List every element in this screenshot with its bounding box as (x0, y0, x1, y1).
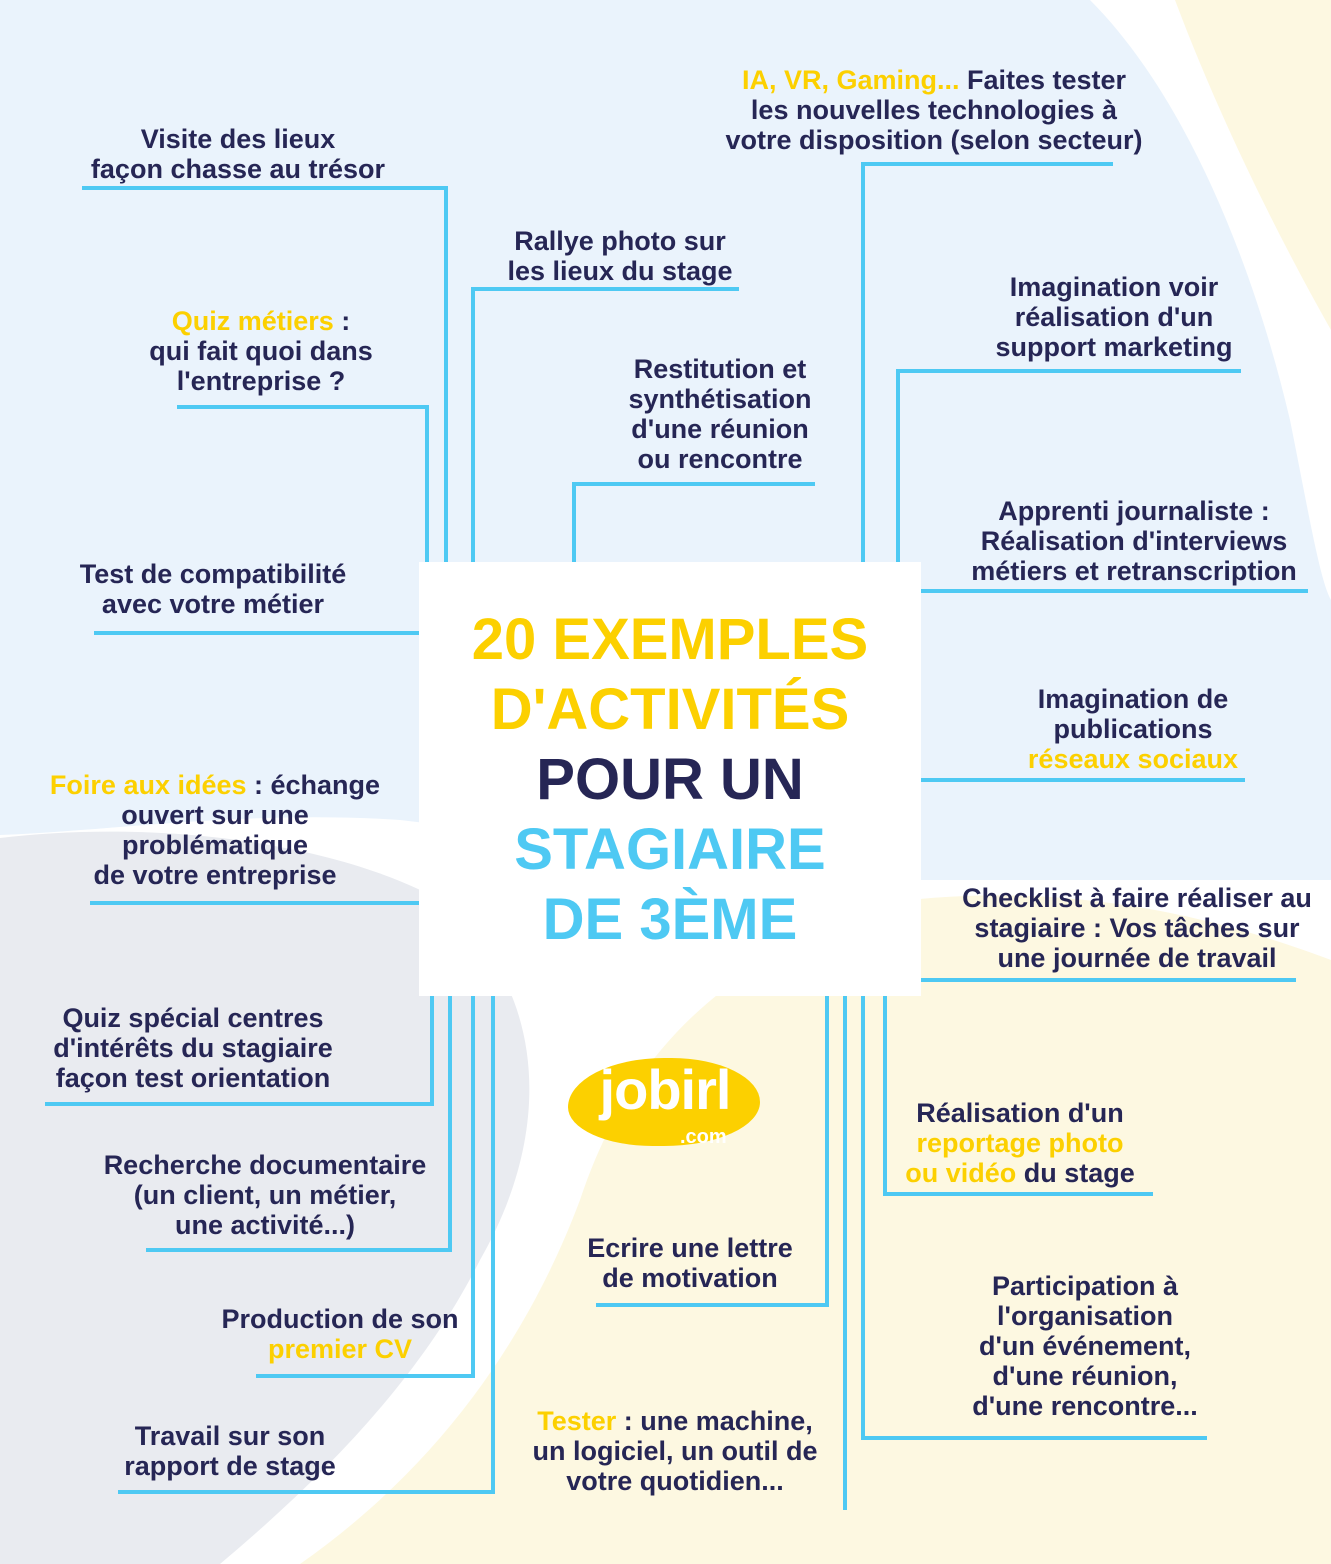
connector-cv-h (256, 1374, 475, 1378)
activity-imagination-marketing: Imagination voir réalisation d'un support marketing (995, 272, 1233, 362)
activity-tester: Tester : une machine, un logiciel, un outil de votre quotidien... (532, 1406, 818, 1496)
activity-quiz-special: Quiz spécial centres d'intérêts du stagiaire façon test orientation (53, 1003, 333, 1093)
connector-test-compat-h (94, 631, 420, 635)
connector-marketing-h (896, 369, 1241, 373)
connector-quiz-metiers-v (425, 405, 429, 565)
connector-ia-v (861, 162, 865, 565)
jobirl-logo (560, 1050, 770, 1160)
connector-visite-h (82, 186, 448, 190)
activity-rapport-de-stage: Travail sur son rapport de stage (124, 1421, 336, 1481)
activity-checklist: Checklist à faire réaliser au stagiaire : Vos tâches sur une journée de travail (962, 883, 1312, 973)
activity-apprenti-journaliste: Apprenti journaliste : Réalisation d'interviews métiers et retranscription (971, 496, 1297, 586)
connector-recherche-h (146, 1248, 452, 1252)
connector-marketing-v (896, 369, 900, 565)
connector-cv-v (471, 994, 475, 1378)
connector-rallye-h (471, 287, 739, 291)
connector-quiz-metiers-h (177, 405, 429, 409)
connector-foire-h (90, 901, 420, 905)
activity-recherche-documentaire: Recherche documentaire (un client, un métier, une activité...) (103, 1150, 427, 1240)
connector-ia-h (861, 162, 1113, 166)
activity-ia-vr-gaming: IA, VR, Gaming... Faites tester les nouvelles technologies à votre disposition (selon secteur) (725, 65, 1143, 155)
connector-quiz-special-v (430, 994, 434, 1106)
connector-restitution-h (572, 482, 815, 486)
activity-lettre-motivation: Ecrire une lettre de motivation (587, 1233, 793, 1293)
activity-premier-cv: Production de son premier CV (221, 1304, 459, 1364)
connector-tester-v (843, 994, 847, 1510)
connector-recherche-v (448, 994, 452, 1252)
connector-lettre-v (825, 994, 829, 1307)
connector-participation-h (861, 1436, 1207, 1440)
connector-checklist-h (918, 978, 1296, 982)
title-line-3: POUR UN (536, 747, 804, 812)
connector-rapport-v (491, 994, 495, 1494)
logo-domain: .com (680, 1126, 727, 1148)
connector-visite-v (444, 186, 448, 566)
activity-foire-aux-idees: Foire aux idées : échange ouvert sur une problématique de votre entreprise (49, 770, 381, 890)
title-line-1: 20 EXEMPLES (471, 607, 869, 672)
connector-lettre-h (596, 1303, 829, 1307)
activity-visite: Visite des lieux façon chasse au trésor (90, 124, 386, 184)
activity-test-compatibilite: Test de compatibilité avec votre métier (79, 559, 347, 619)
activity-reportage-photo: Réalisation d'un reportage photo ou vidéo du stage (905, 1098, 1135, 1188)
title-line-2: D'ACTIVITÉS (490, 677, 850, 742)
connector-publications-h (918, 778, 1245, 782)
activity-quiz-metiers: Quiz métiers : qui fait quoi dans l'entreprise ? (149, 306, 373, 396)
connector-participation-v (861, 994, 865, 1440)
connector-quiz-special-h (45, 1102, 434, 1106)
activity-rallye-photo: Rallye photo sur les lieux du stage (507, 226, 733, 286)
title-line-5: DE 3ÈME (542, 887, 798, 952)
activity-participation: Participation à l'organisation d'un événement, d'une réunion, d'une rencontre... (972, 1271, 1198, 1421)
logo-wordmark: jobirl (599, 1058, 731, 1121)
title-box (419, 562, 921, 996)
connector-journaliste-h (918, 589, 1308, 593)
title-line-4: STAGIAIRE (514, 817, 826, 882)
connector-restitution-v (572, 482, 576, 565)
activity-publications-reseaux: Imagination de publications réseaux sociaux (1027, 684, 1239, 774)
connector-reportage-v (883, 994, 887, 1196)
activity-restitution: Restitution et synthétisation d'une réunion ou rencontre (628, 354, 812, 474)
connector-reportage-h (883, 1192, 1153, 1196)
connector-rapport-h (118, 1490, 495, 1494)
connector-rallye-v (471, 287, 475, 565)
